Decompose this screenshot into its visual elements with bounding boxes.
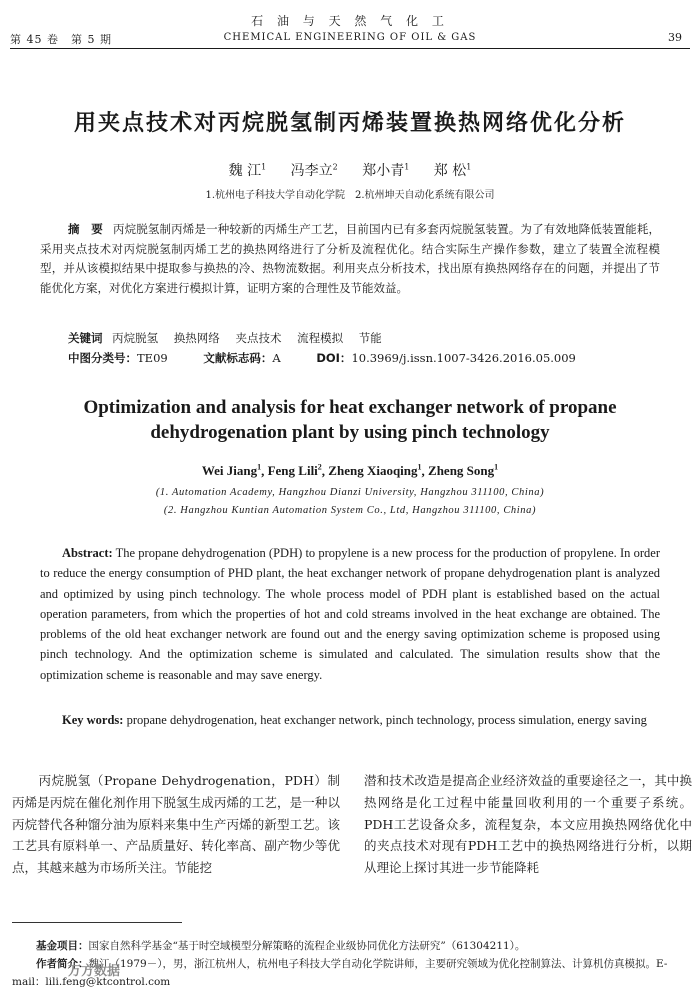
journal-name-en: CHEMICAL ENGINEERING OF OIL & GAS xyxy=(223,32,477,43)
author-cn: 魏 江$^1$ xyxy=(228,162,267,179)
affiliation-en: (2. Hangzhou Kuntian Automation System Co., Ltd, Hangzhou 311100, China) xyxy=(163,505,537,516)
abstract-text-en: The propane dehydrogenation (PDH) to propylene is a new process for the production of propylene. In order to reduce the energy consumption of PHD plant, the heat exchanger network of propane dehydrogenation plant is analyzed and optimized by using pinch technology. The whole process model of PDH plant is established based on the actual operation parameters, from which the properties of hot and cold streams involved in the heat exchange are obtained. The problems of the old heat exchanger network are found out and the energy saving optimization scheme is proposed using pinch technology. And the optimization scheme is simulated and calculated. The simulation results show that the optimization scheme is reasonable and may save energy. xyxy=(40,546,660,682)
keywords-en xyxy=(40,710,660,730)
keywords-cn xyxy=(68,330,394,346)
clc-number: 中图分类号：TE09 xyxy=(68,351,168,365)
author-en: Feng Lili$^2$ xyxy=(267,463,322,479)
journal-volume-issue: 第 45 卷 第 5 期 xyxy=(10,33,112,46)
classification-row xyxy=(68,350,576,366)
page-number: 39 xyxy=(668,31,682,44)
author-cn: 郑小青$^1$ xyxy=(362,162,410,179)
keyword-cn: 换热网络 xyxy=(173,331,220,345)
affiliations-cn: 1.杭州电子科技大学自动化学院 2.杭州坤天自动化系统有限公司 xyxy=(205,190,495,201)
watermark: 万方数据 xyxy=(68,964,121,979)
footnote-author-bio: 作者简介：魏江（1979－），男，浙江杭州人，杭州电子科技大学自动化学院讲师，主要研究领域为优化控制算法、计算机仿真模拟。E-mail：lili.feng@ktcontrol.com xyxy=(12,958,668,988)
keywords-label-en: Key words: xyxy=(62,713,124,727)
affiliation-en: (1. Automation Academy, Hangzhou Dianzi University, Hangzhou 311100, China) xyxy=(155,487,545,498)
footnote-rule xyxy=(12,922,182,923)
abstract-text-cn: 丙烷脱氢制丙烯是一种较新的丙烯生产工艺，目前国内已有多套丙烷脱氢装置。为了有效地降低装置能耗，采用夹点技术对丙烷脱氢制丙烯工艺的换热网络进行了分析及流程优化。结合实际生产操作参数，建立了装置全流程模型，并从该模拟结果中提取参与换热的冷、热物流数据。利用夹点分析技术，找出原有换热网络存在的问题，并提出了节能优化方案，对优化方案进行模拟计算，证明方案的合理性及节能效益。 xyxy=(40,222,661,295)
body-text-left: 丙烷脱氢（Propane Dehydrogenation，PDH）制丙烯是丙烷在催化剂作用下脱氢生成丙烯的工艺，是一种以丙烷替代各种馏分油为原料来集中生产丙烯的新型工艺。该工艺具有原料单一、产品质量好、转化率高、副产物少等优点，其越来越为市场所关注。节能挖 xyxy=(12,773,340,876)
journal-name-cn: 石 油 与 天 然 气 化 工 xyxy=(251,14,449,28)
keyword-cn: 夹点技术 xyxy=(235,331,282,345)
author-list-en: Wei Jiang$^1$, Feng Lili$^2$, Zheng Xiaoqing$^1$, Zheng Song$^1$ xyxy=(201,463,499,479)
body-column-left xyxy=(12,770,340,879)
body-column-right xyxy=(364,770,692,879)
header-rule xyxy=(10,48,690,49)
abstract-cn xyxy=(40,220,660,298)
keyword-cn: 丙烷脱氢 xyxy=(112,331,159,345)
keywords-text-en: propane dehydrogenation, heat exchanger network, pinch technology, process simulation, energy saving xyxy=(126,713,647,727)
author-cn: 郑 松$^1$ xyxy=(433,162,472,179)
author-en: Wei Jiang$^1$ xyxy=(201,463,262,479)
doi: DOI：10.3969/j.issn.1007-3426.2016.05.009 xyxy=(316,351,576,365)
abstract-en xyxy=(40,543,660,685)
keyword-cn: 节能 xyxy=(358,331,382,345)
keywords-label-cn: 关键词 xyxy=(68,331,103,345)
author-list-cn xyxy=(0,160,700,180)
footnote-funding: 基金项目：国家自然科学基金“基于时空域模型分解策略的流程企业级协同优化方法研究”（61304211）。 xyxy=(36,940,526,952)
abstract-label-cn: 摘 要 xyxy=(68,222,103,236)
document-code: 文献标志码：A xyxy=(203,351,281,365)
paper-title-cn: 用夹点技术对丙烷脱氢制丙烯装置换热网络优化分析 xyxy=(73,111,626,136)
keyword-cn: 流程模拟 xyxy=(297,331,344,345)
abstract-label-en: Abstract: xyxy=(62,546,113,560)
author-en: Zheng Xiaoqing$^1$ xyxy=(328,463,422,479)
author-cn: 冯李立$^2$ xyxy=(290,162,338,179)
paper-title-en: Optimization and analysis for heat exchanger network of propane dehydrogenation plant by using pinch technology xyxy=(83,397,617,443)
body-text-right: 潜和技术改造是提高企业经济效益的重要途径之一，其中换热网络是化工过程中能量回收利用的一个重要子系统。PDH工艺设备众多，流程复杂，本文应用换热网络优化中的夹点技术对现有PDH工艺中的换热网络进行分析，以期从理论上探讨其进一步节能降耗 xyxy=(364,773,692,876)
author-en: Zheng Song$^1$ xyxy=(428,463,499,479)
running-header xyxy=(0,12,700,43)
